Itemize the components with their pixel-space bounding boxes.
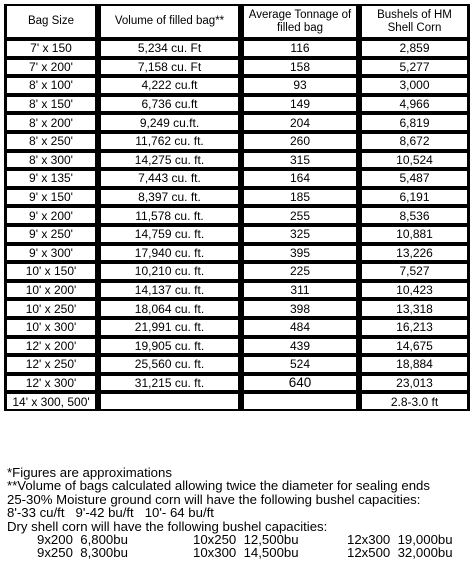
- cell-volume: 14,137 cu. ft.: [101, 283, 238, 298]
- cell-bag-size: 8' x 150': [7, 97, 95, 112]
- cell-bag-size: 8' x 300': [7, 153, 95, 168]
- cell-volume: 17,940 cu. ft.: [101, 246, 238, 261]
- cell-bag-size: 12' x 200': [7, 339, 95, 354]
- cell-tonnage: 204: [244, 115, 356, 130]
- cell-volume: 7,443 cu. ft.: [101, 171, 238, 186]
- cell-tonnage: 158: [244, 60, 356, 75]
- cell-bushels: 14,675: [362, 339, 467, 354]
- cell-tonnage: 315: [244, 153, 356, 168]
- note-moisture-corn: 25-30% Moisture ground corn will have the following bushel capacities:: [7, 491, 421, 507]
- cell-bag-size: 9' x 300': [7, 246, 95, 261]
- table-row: [4, 244, 470, 263]
- header-bushels: Bushels of HM Shell Corn: [362, 6, 467, 37]
- cell-tonnage: 395: [244, 246, 356, 261]
- header-tonnage: Average Tonnage of filled bag: [244, 6, 356, 37]
- cell-bushels: 5,277: [362, 60, 467, 75]
- cell-bag-size: 9' x 250': [7, 227, 95, 242]
- cell-tonnage: 311: [244, 283, 356, 298]
- cell-volume: 19,905 cu. ft.: [101, 339, 238, 354]
- cell-volume: 25,560 cu. ft.: [101, 357, 238, 372]
- cell-bag-size: 12' x 250': [7, 357, 95, 372]
- cell-tonnage: 484: [244, 320, 356, 335]
- cell-volume: [101, 394, 238, 409]
- cell-volume: 11,578 cu. ft.: [101, 208, 238, 223]
- notes-section: [7, 466, 469, 560]
- cell-volume: 11,762 cu. ft.: [101, 134, 238, 149]
- table-row: [4, 132, 470, 151]
- cell-volume: 6,736 cu.ft: [101, 97, 238, 112]
- cell-tonnage: 260: [244, 134, 356, 149]
- cell-tonnage: 149: [244, 97, 356, 112]
- table-row: [4, 113, 470, 132]
- cell-bag-size: 8' x 250': [7, 134, 95, 149]
- capacity-item: 10x300 14,500bu: [193, 545, 299, 561]
- cell-tonnage: 164: [244, 171, 356, 186]
- cell-bushels: 13,226: [362, 246, 467, 261]
- cell-bag-size: 10' x 300': [7, 320, 95, 335]
- capacity-item: 10x250 12,500bu: [193, 532, 299, 548]
- cell-bushels: 23,013: [362, 376, 467, 391]
- cell-tonnage: [244, 394, 356, 409]
- table-body: [4, 39, 470, 411]
- table-row: [4, 318, 470, 337]
- dry-corn-capacity-grid: [7, 533, 469, 560]
- table-row: [4, 299, 470, 318]
- note-bushel-per-foot: 8'-33 cu/ft 9'-42 bu/ft 10'- 64 bu/ft: [7, 505, 214, 521]
- table-row: [4, 76, 470, 95]
- cell-bag-size: 10' x 200': [7, 283, 95, 298]
- capacity-item: 12x500 32,000bu: [347, 545, 453, 561]
- table-header-row: [4, 4, 470, 39]
- cell-volume: 4,222 cu.ft: [101, 78, 238, 93]
- table-row: [4, 374, 470, 393]
- note-dry-corn: Dry shell corn will have the following bushel capacities:: [7, 518, 328, 534]
- cell-tonnage: 398: [244, 301, 356, 316]
- cell-bushels: 5,487: [362, 171, 467, 186]
- cell-bushels: 2,859: [362, 41, 467, 56]
- capacity-item: 9x250 8,300bu: [37, 545, 128, 561]
- cell-volume: 10,210 cu. ft.: [101, 264, 238, 279]
- note-approximations: *Figures are approximations: [7, 465, 172, 480]
- cell-bushels: 13,318: [362, 301, 467, 316]
- cell-volume: 21,991 cu. ft.: [101, 320, 238, 335]
- cell-tonnage: 640: [244, 376, 356, 391]
- cell-bushels: 16,213: [362, 320, 467, 335]
- table-row: [4, 58, 470, 77]
- cell-bag-size: 10' x 150': [7, 264, 95, 279]
- table-row: [4, 355, 470, 374]
- header-volume: Volume of filled bag**: [101, 6, 238, 37]
- cell-volume: 9,249 cu.ft.: [101, 115, 238, 130]
- note-volume-calc: **Volume of bags calculated allowing twice the diameter for sealing ends: [7, 478, 430, 494]
- cell-bushels: 4,966: [362, 97, 467, 112]
- cell-bushels: 18,884: [362, 357, 467, 372]
- cell-tonnage: 93: [244, 78, 356, 93]
- cell-tonnage: 325: [244, 227, 356, 242]
- table-row: [4, 206, 470, 225]
- cell-bag-size: 7' x 150: [7, 41, 95, 56]
- table-row: [4, 169, 470, 188]
- cell-bushels: 6,191: [362, 190, 467, 205]
- cell-tonnage: 255: [244, 208, 356, 223]
- table-row: [4, 151, 470, 170]
- capacity-item: 9x200 6,800bu: [37, 532, 128, 548]
- cell-bag-size: 7' x 200': [7, 60, 95, 75]
- cell-bag-size: 9' x 135': [7, 171, 95, 186]
- capacity-item: 12x300 19,000bu: [347, 532, 453, 548]
- cell-tonnage: 116: [244, 41, 356, 56]
- table-row: [4, 188, 470, 207]
- cell-volume: 14,759 cu. ft.: [101, 227, 238, 242]
- cell-bag-size: 10' x 250': [7, 301, 95, 316]
- cell-bushels: 8,672: [362, 134, 467, 149]
- table-row: [4, 262, 470, 281]
- cell-bushels: 7,527: [362, 264, 467, 279]
- cell-bag-size: 8' x 200': [7, 115, 95, 130]
- cell-bushels: 10,881: [362, 227, 467, 242]
- cell-bushels: 3,000: [362, 78, 467, 93]
- cell-volume: 18,064 cu. ft.: [101, 301, 238, 316]
- cell-bushels: 10,423: [362, 283, 467, 298]
- cell-bag-size: 14' x 300, 500': [7, 394, 95, 409]
- table-row: [4, 337, 470, 356]
- cell-bushels: 10,524: [362, 153, 467, 168]
- cell-bag-size: 8' x 100': [7, 78, 95, 93]
- table-row: [4, 225, 470, 244]
- cell-bag-size: 9' x 150': [7, 190, 95, 205]
- cell-volume: 31,215 cu. ft.: [101, 376, 238, 391]
- cell-volume: 14,275 cu. ft.: [101, 153, 238, 168]
- cell-bag-size: 9' x 200': [7, 208, 95, 223]
- cell-tonnage: 185: [244, 190, 356, 205]
- header-bag-size: Bag Size: [7, 6, 95, 37]
- cell-bushels: 8,536: [362, 208, 467, 223]
- bag-size-table: [4, 4, 470, 411]
- cell-volume: 5,234 cu. Ft: [101, 41, 238, 56]
- cell-volume: 7,158 cu. Ft: [101, 60, 238, 75]
- cell-bushels: 6,819: [362, 115, 467, 130]
- table-row: [4, 392, 470, 411]
- table-row: [4, 95, 470, 114]
- cell-tonnage: 225: [244, 264, 356, 279]
- cell-bag-size: 12' x 300': [7, 376, 95, 391]
- cell-tonnage: 439: [244, 339, 356, 354]
- cell-tonnage: 524: [244, 357, 356, 372]
- table-row: [4, 281, 470, 300]
- cell-bushels: 2.8-3.0 ft: [362, 394, 467, 409]
- table-row: [4, 39, 470, 58]
- cell-volume: 8,397 cu. ft.: [101, 190, 238, 205]
